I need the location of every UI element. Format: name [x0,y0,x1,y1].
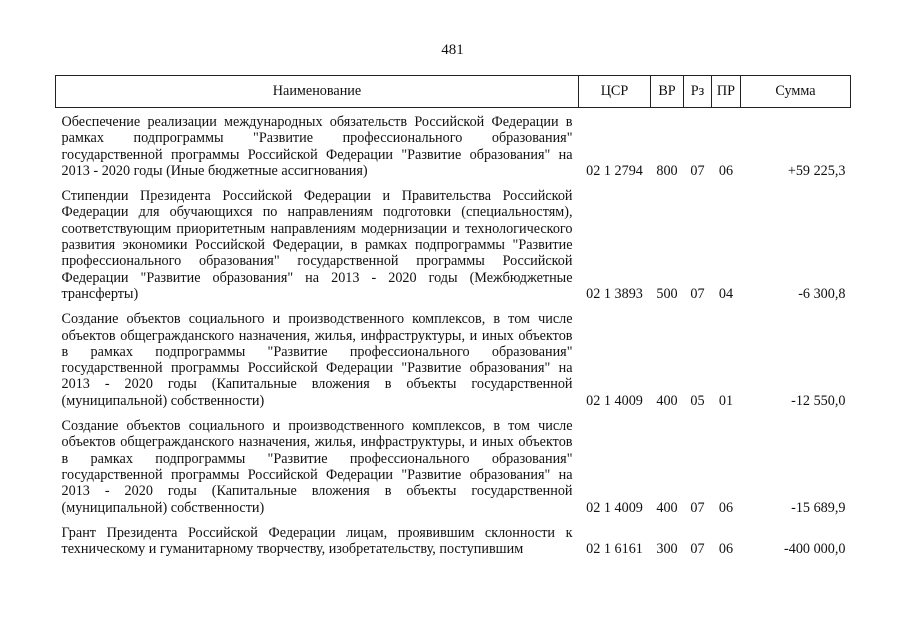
row-csr: 02 1 4009 [586,392,643,409]
row-pr: 06 [718,499,734,516]
row-rz: 07 [690,285,705,302]
header-name: Наименование [56,76,579,108]
row-name: Создание объектов социального и производственного комплексов, в том числе объектов общегражданского назначения, жилья, инфраструктуры, и иных объектов в рамках подпрограммы "Развитие профессионального образования" государственной программы Российской Федерации "Развитие образования" на 2013 - 2020 годы (Капитальные вложения в объекты государственной (муниципальной) собственности) [61,418,573,516]
table-row [56,516,851,558]
row-sum: -15 689,9 [791,499,846,516]
row-vr: 800 [656,162,678,179]
header-pr: ПР [712,76,741,108]
row-vr: 400 [656,499,678,516]
row-sum: -6 300,8 [798,285,846,302]
row-pr: 01 [718,392,734,409]
row-csr: 02 1 6161 [586,541,643,558]
header-rz: Рз [684,76,712,108]
table-header-row [56,76,851,108]
row-pr: 04 [718,285,734,302]
table-row [56,179,851,302]
row-rz: 07 [690,499,705,516]
table-row [56,302,851,409]
row-rz: 05 [690,392,705,409]
table-row [56,108,851,180]
header-csr: ЦСР [579,76,651,108]
row-rz: 07 [690,541,705,558]
row-rz: 07 [690,162,705,179]
row-pr: 06 [718,541,734,558]
row-name: Стипендии Президента Российской Федерации и Правительства Российской Федерации для обучающихся по направлениям подготовки (специальностям), соответствующим приоритетным направлениям модернизации и технологического развития экономики Российской Федерации, в рамках подпрограммы "Развитие профессионального образования" государственной программы Российской Федерации "Развитие образования" на 2013 - 2020 годы (Межбюджетные трансферты) [61,188,573,302]
row-vr: 300 [656,541,678,558]
header-vr: ВР [651,76,684,108]
header-sum: Сумма [741,76,851,108]
row-pr: 06 [718,162,734,179]
table-row [56,409,851,516]
row-csr: 02 1 3893 [586,285,643,302]
row-name: Обеспечение реализации международных обязательств Российской Федерации в рамках подпрограммы "Развитие профессионального образования" государственной программы Российской Федерации "Развитие образования" на 2013 - 2020 годы (Иные бюджетные ассигнования) [61,114,573,179]
row-vr: 400 [656,392,678,409]
row-csr: 02 1 2794 [586,162,643,179]
row-name: Создание объектов социального и производственного комплексов, в том числе объектов общегражданского назначения, жилья, инфраструктуры, и иных объектов в рамках подпрограммы "Развитие профессионального образования" государственной программы Российской Федерации "Развитие образования" на 2013 - 2020 годы (Капитальные вложения в объекты государственной (муниципальной) собственности) [61,311,573,409]
row-csr: 02 1 4009 [586,499,643,516]
row-name: Грант Президента Российской Федерации лицам, проявившим склонности к техническому и гуманитарному творчеству, изобретательству, поступившим [61,524,573,558]
row-sum: -12 550,0 [791,392,846,409]
budget-table [55,75,851,557]
row-sum: +59 225,3 [787,162,846,179]
page-number: 481 [441,42,464,58]
row-sum: -400 000,0 [784,541,846,558]
row-vr: 500 [656,285,678,302]
